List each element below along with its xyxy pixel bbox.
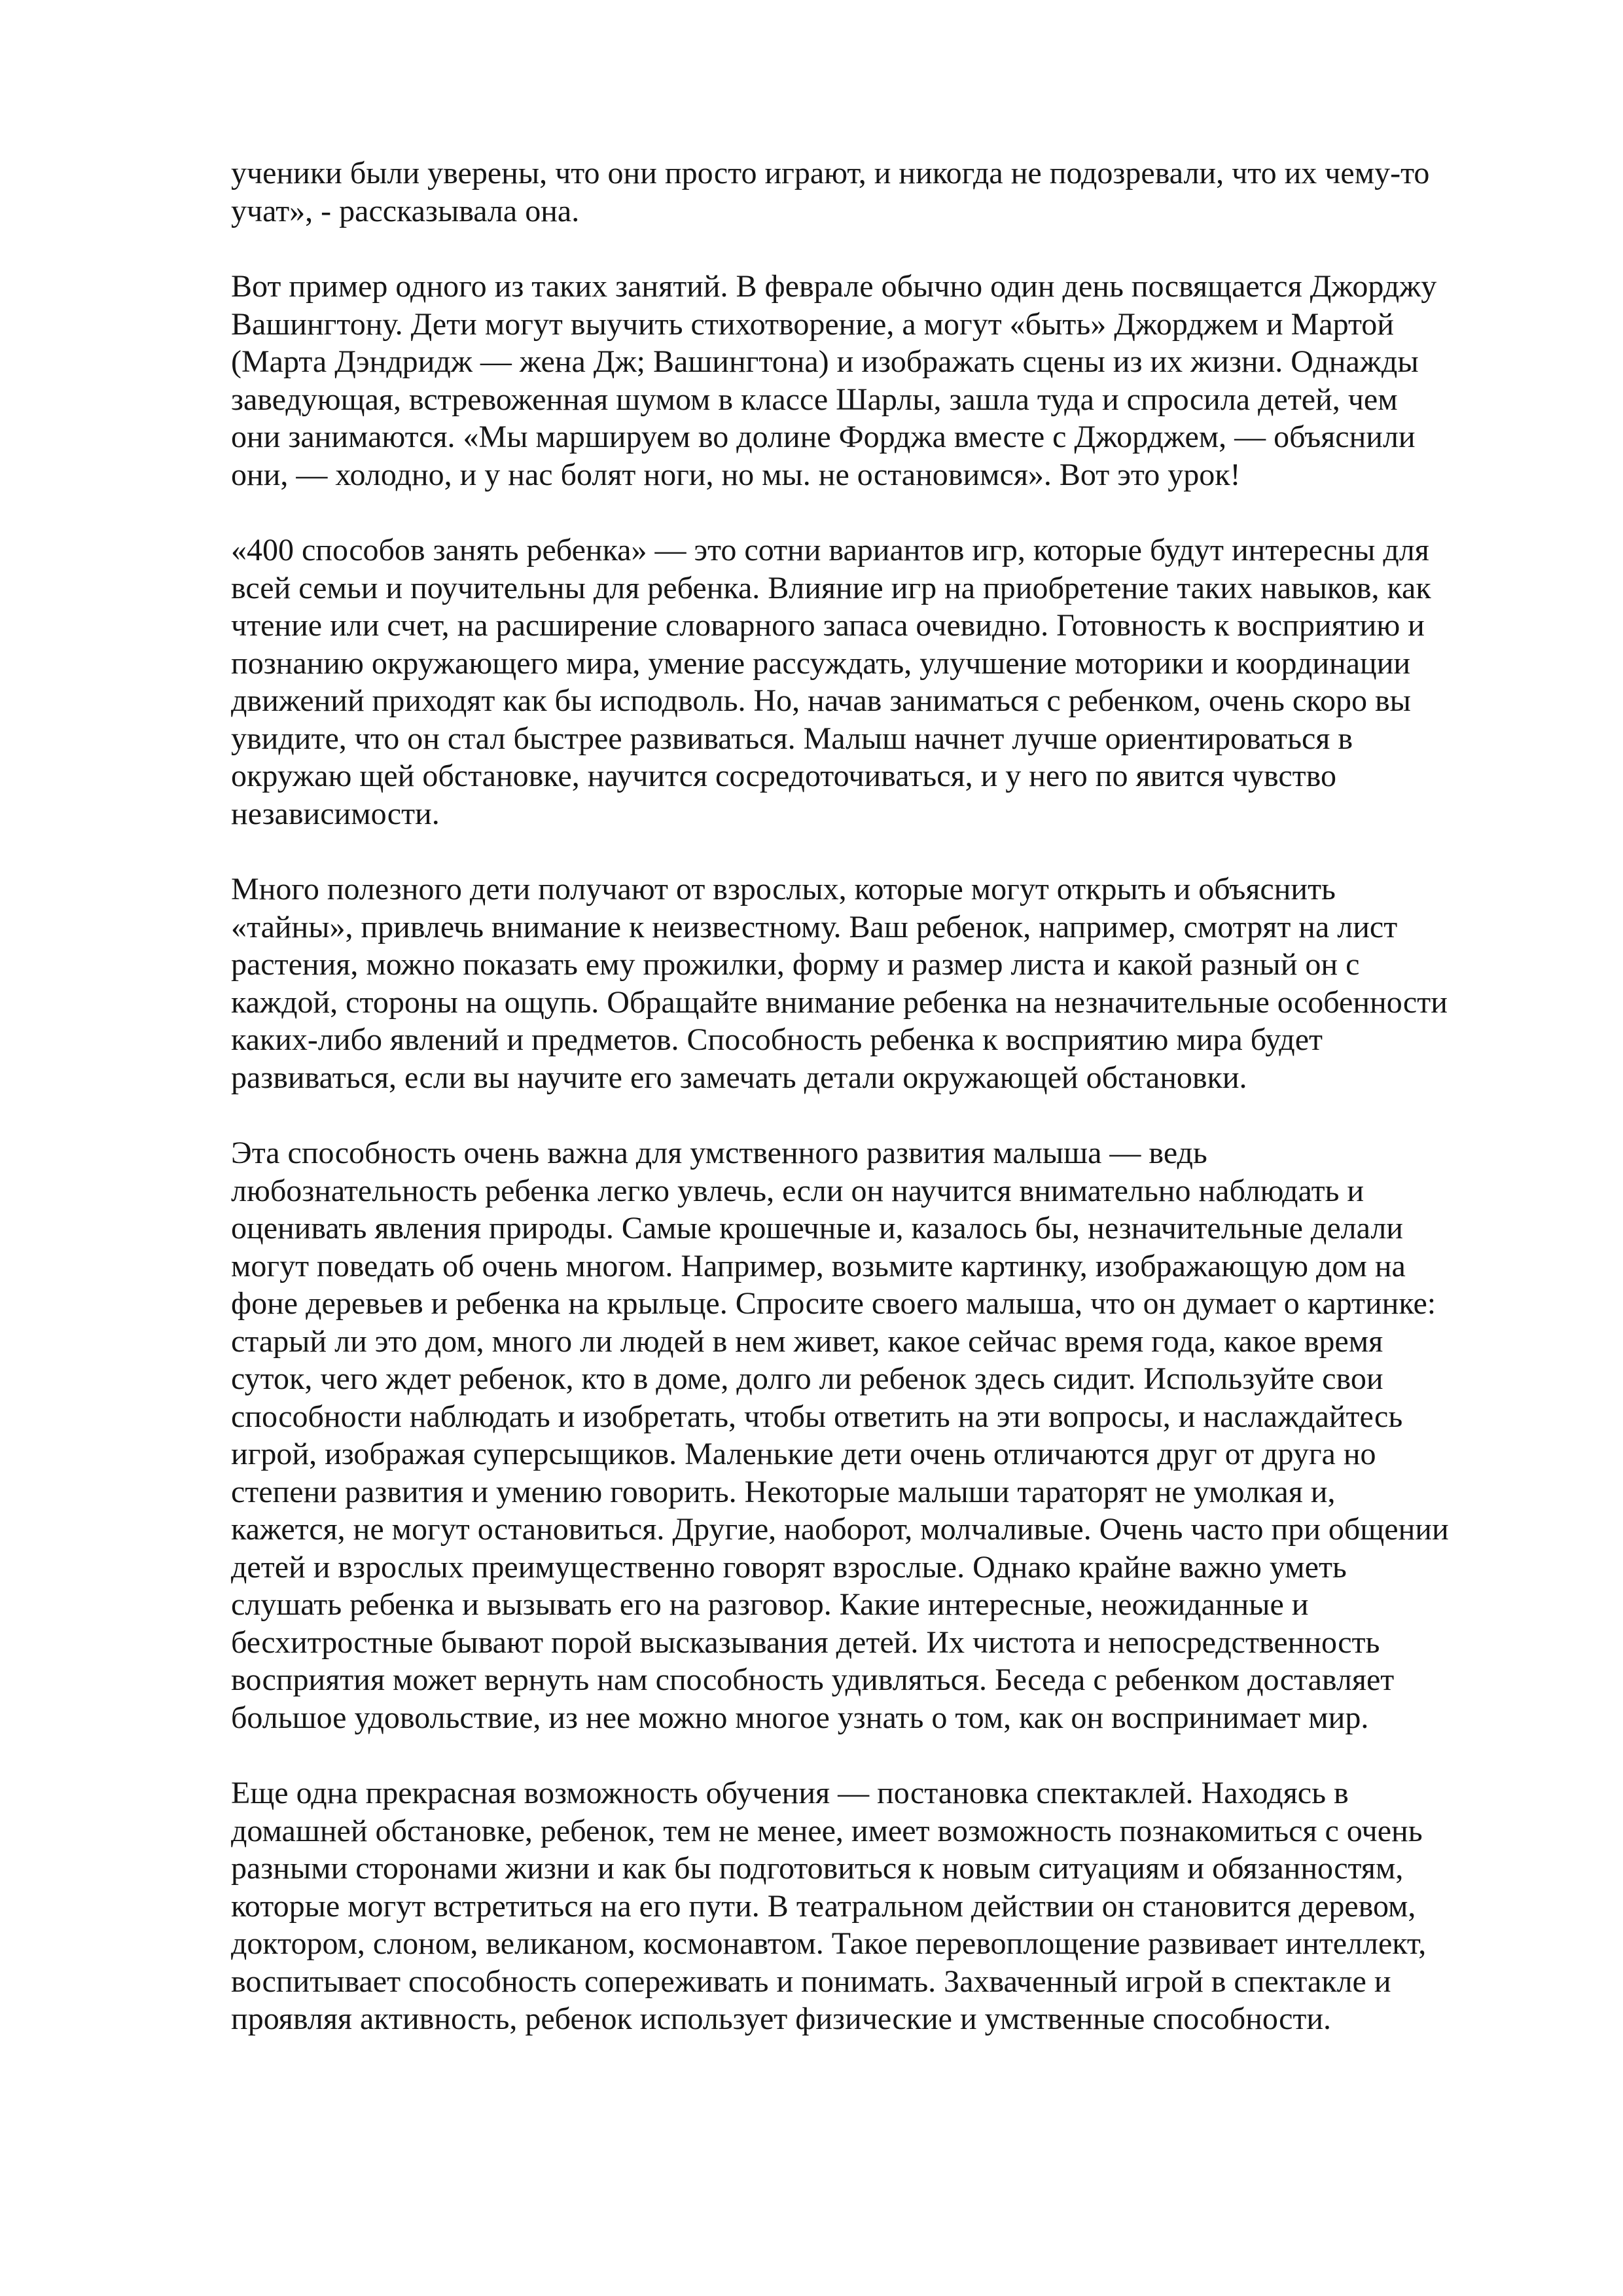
text-line: любознательность ребенка легко увлечь, если он научится внимательно наблюдать и xyxy=(231,1173,1364,1208)
text-line: ученики были уверены, что они просто играют, и никогда не подозревали, что их чему-то xyxy=(231,156,1430,190)
text-line: способности наблюдать и изобретать, чтобы ответить на эти вопросы, и наслаждайтесь xyxy=(231,1399,1403,1434)
text-line: Эта способность очень важна для умственного развития малыша — ведь xyxy=(231,1136,1207,1170)
text-line: заведующая, встревоженная шумом в классе Шарлы, зашла туда и спросила детей, чем xyxy=(231,382,1398,417)
text-line: восприятия может вернуть нам способность удивляться. Беседа с ребенком доставляет xyxy=(231,1662,1395,1697)
text-line: они, — холодно, и у нас болят ноги, но мы. не остановимся». Вот это урок! xyxy=(231,457,1241,492)
text-line: развиваться, если вы научите его замечать детали окружающей обстановки. xyxy=(231,1060,1247,1095)
paragraph xyxy=(231,531,1527,833)
text-line: каких-либо явлений и предметов. Способность ребенка к восприятию мира будет xyxy=(231,1022,1323,1057)
text-line: растения, можно показать ему прожилки, форму и размер листа и какой разный он с xyxy=(231,947,1360,982)
text-line: чтение или счет, на расширение словарного запаса очевидно. Готовность к восприятию и xyxy=(231,608,1425,643)
text-line: увидите, что он стал быстрее развиваться. Малыш начнет лучше ориентироваться в xyxy=(231,721,1353,756)
text-line: воспитывает способность сопереживать и понимать. Захваченный игрой в спектакле и xyxy=(231,1964,1391,1999)
text-line: суток, чего ждет ребенок, кто в доме, долго ли ребенок здесь сидит. Используйте свои xyxy=(231,1361,1383,1396)
text-line: проявляя активность, ребенок использует физические и умственные способности. xyxy=(231,2001,1332,2036)
text-line: фоне деревьев и ребенка на крыльце. Спросите своего малыша, что он думает о картинке: xyxy=(231,1286,1436,1321)
text-line: которые могут встретиться на его пути. В театральном действии он становится деревом, xyxy=(231,1888,1416,1924)
paragraph xyxy=(231,154,1527,230)
text-line: старый ли это дом, много ли людей в нем живет, какое сейчас время года, какое время xyxy=(231,1323,1383,1359)
text-line: каждой, стороны на ощупь. Обращайте внимание ребенка на незначительные особенности xyxy=(231,984,1448,1020)
text-line: Много полезного дети получают от взрослых, которые могут открыть и объяснить xyxy=(231,872,1336,906)
paragraph xyxy=(231,870,1527,1096)
text-line: оценивать явления природы. Самые крошечные и, казалось бы, незначительные делали xyxy=(231,1211,1403,1246)
text-line: «тайны», привлечь внимание к неизвестному. Ваш ребенок, например, смотрят на лист xyxy=(231,909,1398,944)
text-line: Вот пример одного из таких занятий. В феврале обычно один день посвящается Джорджу xyxy=(231,269,1437,304)
text-line: Еще одна прекрасная возможность обучения — постановка спектаклей. Находясь в xyxy=(231,1776,1349,1810)
text-line: всей семьи и поучительны для ребенка. Влияние игр на приобретение таких навыков, как xyxy=(231,570,1431,605)
text-line: окружаю щей обстановке, научится сосредоточиваться, и у него по явится чувство xyxy=(231,759,1336,793)
text-line: независимости. xyxy=(231,796,440,831)
text-line: домашней обстановке, ребенок, тем не менее, имеет возможность познакомиться с очень xyxy=(231,1813,1423,1848)
text-line: учат», - рассказывала она. xyxy=(231,193,580,228)
text-line: степени развития и умению говорить. Некоторые малыши тараторят не умолкая и, xyxy=(231,1474,1336,1509)
text-line: они занимаются. «Мы маршируем во долине Форджа вместе с Джорджем, — объяснили xyxy=(231,420,1416,454)
text-line: слушать ребенка и вызывать его на разговор. Какие интересные, неожиданные и xyxy=(231,1587,1309,1622)
text-line: движений приходят как бы исподволь. Но, начав заниматься с ребенком, очень скоро вы xyxy=(231,683,1411,718)
text-line: большое удовольствие, из нее можно многое узнать о том, как он воспринимает мир. xyxy=(231,1700,1369,1735)
body-text xyxy=(231,154,1527,2076)
text-line: (Марта Дэндридж — жена Дж; Вашингтона) и изображать сцены из их жизни. Однажды xyxy=(231,344,1419,379)
text-line: игрой, изображая суперсыщиков. Маленькие дети очень отличаются друг от друга но xyxy=(231,1437,1376,1471)
text-line: «400 способов занять ребенка» — это сотни вариантов игр, которые будут интересны для xyxy=(231,533,1429,567)
text-line: Вашингтону. Дети могут выучить стихотворение, а могут «быть» Джорджем и Мартой xyxy=(231,306,1394,342)
paragraph xyxy=(231,268,1527,493)
text-line: кажется, не могут остановиться. Другие, наоборот, молчаливые. Очень часто при общении xyxy=(231,1512,1449,1547)
text-line: познанию окружающего мира, умение рассуждать, улучшение моторики и координации xyxy=(231,645,1411,681)
paragraph xyxy=(231,1134,1527,1736)
text-line: могут поведать об очень многом. Например, возьмите картинку, изображающую дом на xyxy=(231,1248,1406,1283)
text-line: доктором, слоном, великаном, космонавтом. Такое перевоплощение развивает интеллект, xyxy=(231,1926,1427,1961)
text-line: бесхитростные бывают порой высказывания детей. Их чистота и непосредственность xyxy=(231,1624,1380,1660)
text-line: детей и взрослых преимущественно говорят взрослые. Однако крайне важно уметь xyxy=(231,1549,1347,1585)
paragraph xyxy=(231,1774,1527,2038)
text-line: разными сторонами жизни и как бы подготовиться к новым ситуациям и обязанностям, xyxy=(231,1851,1404,1886)
